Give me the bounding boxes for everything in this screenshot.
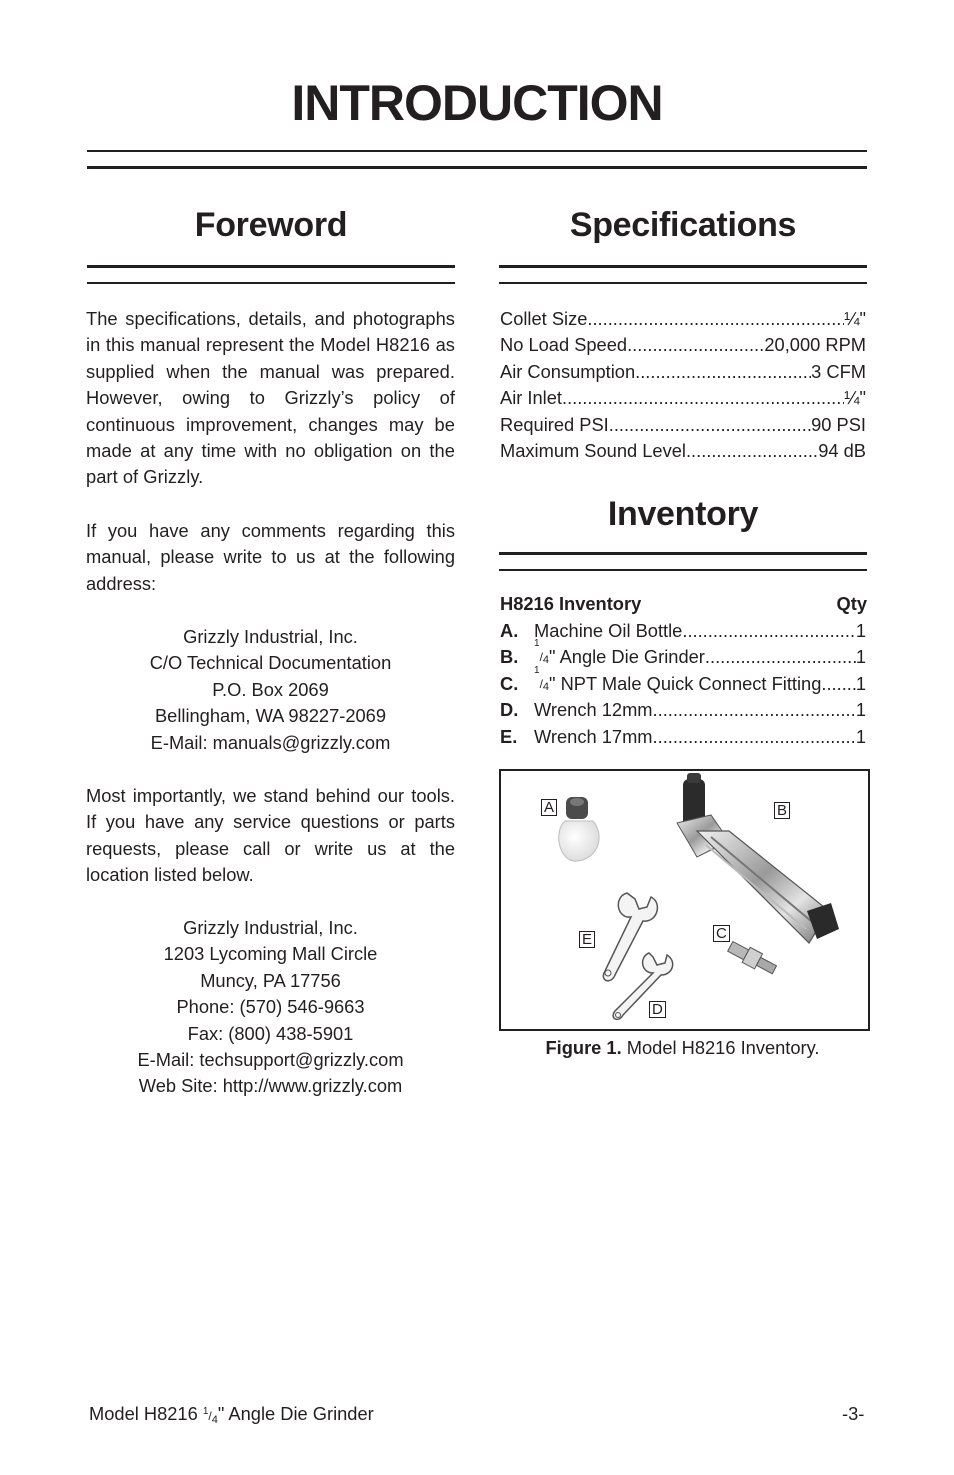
fraction-denominator: 4 [542,654,550,666]
inventory-letter: D. [500,699,519,720]
address-website: Web Site: http://www.grizzly.com [138,1075,403,1097]
spec-label: Required PSI [500,414,609,435]
inventory-name: Machine Oil Bottle [534,620,683,641]
angle-die-grinder-icon [677,773,839,943]
inventory-name: " NPT Male Quick Connect Fitting [549,673,822,694]
fraction-denominator: 4 [211,1414,218,1426]
inventory-heading: Inventory [607,495,759,533]
figure-label-a: A [541,799,557,816]
foreword-paragraph-2: If you have any comments regarding this manual, please write to us at the following address: [86,520,455,594]
foreword-rule-bottom [87,282,455,284]
spec-row-air-inlet [500,385,866,411]
spec-label: Air Inlet [500,387,562,408]
fraction-denominator: 4 [542,681,550,693]
spec-row-required-psi [500,412,866,438]
figure-label-e: E [579,931,595,948]
spec-value: 94 dB [818,440,866,461]
address-line: Bellingham, WA 98227-2069 [154,705,387,727]
spec-value: ¼" [844,308,866,329]
inventory-name: " Angle Die Grinder [549,646,705,667]
address-line: Muncy, PA 17756 [200,969,341,991]
spec-value: ¼" [844,387,866,408]
inventory-letter: A. [500,620,519,641]
inventory-letter: B. [500,646,519,667]
inventory-column-item: H8216 Inventory [500,593,642,614]
spec-value: 90 PSI [811,414,866,435]
address-line: Grizzly Industrial, Inc. [183,917,358,938]
inventory-letter: C. [500,673,519,694]
inventory-name: Wrench 12mm [534,699,653,720]
spec-value: 20,000 RPM [764,334,866,355]
page-number: -3- [842,1403,865,1424]
title-rule-bottom [87,166,867,169]
foreword-paragraph-1: The specifications, details, and photographs in this manual represent the Model H8216 as supplied when the manual was prepared. However, owing to Grizzly’s policy of continuous improvement, changes may be made at any time with no obligation on the part of Grizzly. [86,308,455,488]
address-line: P.O. Box 2069 [212,678,329,700]
address-line: C/O Technical Documentation [149,652,392,674]
footer-model: Model H8216 $^1$/4" Angle Die Grinder [89,1403,374,1426]
inventory-name: Wrench 17mm [534,726,653,747]
figure-caption [499,1036,866,1060]
spec-label: Collet Size [500,308,588,329]
specifications-rule-bottom [499,282,867,284]
oil-bottle-icon [559,797,599,861]
caption-text: Model H8216 Inventory. [626,1037,820,1058]
address-line: 1203 Lycoming Mall Circle [163,943,378,965]
address-email: E-Mail: techsupport@grizzly.com [137,1049,404,1071]
spec-row-collet-size [500,306,866,332]
title-rule-top [87,150,867,152]
inventory-column-qty: Qty [836,593,867,614]
figure-label-b: B [774,802,790,819]
inventory-qty: 1 [855,646,866,667]
foreword-rule-top [87,265,455,268]
inventory-rule-bottom [499,569,867,571]
footer-model-suffix: " Angle Die Grinder [217,1403,374,1424]
inventory-item-e [500,724,866,750]
address-email: E-Mail: manuals@grizzly.com [150,731,391,753]
inventory-item-c: C. 1 / 4 " NPT Male Quick Connect Fitting ..... 1 [500,671,866,697]
fraction-numerator: 1 [534,638,540,649]
spec-row-no-load-speed [500,332,866,358]
address-phone: Phone: (570) 546-9663 [176,996,365,1018]
address-line: Grizzly Industrial, Inc. [183,626,358,647]
caption-label: Figure 1. [545,1037,622,1058]
page-title: INTRODUCTION [291,75,663,131]
inventory-table-header [500,591,867,617]
inventory-item-a [500,618,866,644]
inventory-qty: 1 [855,673,866,694]
inventory-rule-top [499,552,867,555]
foreword-paragraph-3: Most importantly, we stand behind our tools. If you have any service questions or parts requests, please call or write us at the location listed below. [86,785,455,886]
inventory-item-b: B. 1 / 4 " Angle Die Grinder ..... 1 [500,644,866,670]
inventory-qty: 1 [855,699,866,720]
documentation-address [86,624,455,756]
specifications-rule-top [499,265,867,268]
spec-value: 3 CFM [811,361,866,382]
inventory-qty: 1 [855,620,866,641]
inventory-qty: 1 [855,726,866,747]
fraction-numerator: 1 [534,665,540,676]
inventory-letter: E. [500,726,518,747]
figure-label-c: C [713,925,730,942]
spec-label: Air Consumption [500,361,636,382]
spec-row-air-consumption [500,359,866,385]
foreword-heading: Foreword [194,206,348,244]
spec-label: No Load Speed [500,334,628,355]
fraction-numerator: 1 [202,1406,209,1417]
service-address [86,915,455,1100]
figure-label-d: D [649,1001,666,1018]
quick-connect-fitting-icon [726,939,778,977]
spec-row-max-sound-level [500,438,866,464]
inventory-figure [499,769,870,1031]
address-fax: Fax: (800) 438-5901 [187,1022,354,1044]
footer-model-prefix: Model H8216 [89,1403,203,1424]
specifications-heading: Specifications [569,206,797,244]
inventory-item-d [500,697,866,723]
spec-label: Maximum Sound Level [500,440,686,461]
